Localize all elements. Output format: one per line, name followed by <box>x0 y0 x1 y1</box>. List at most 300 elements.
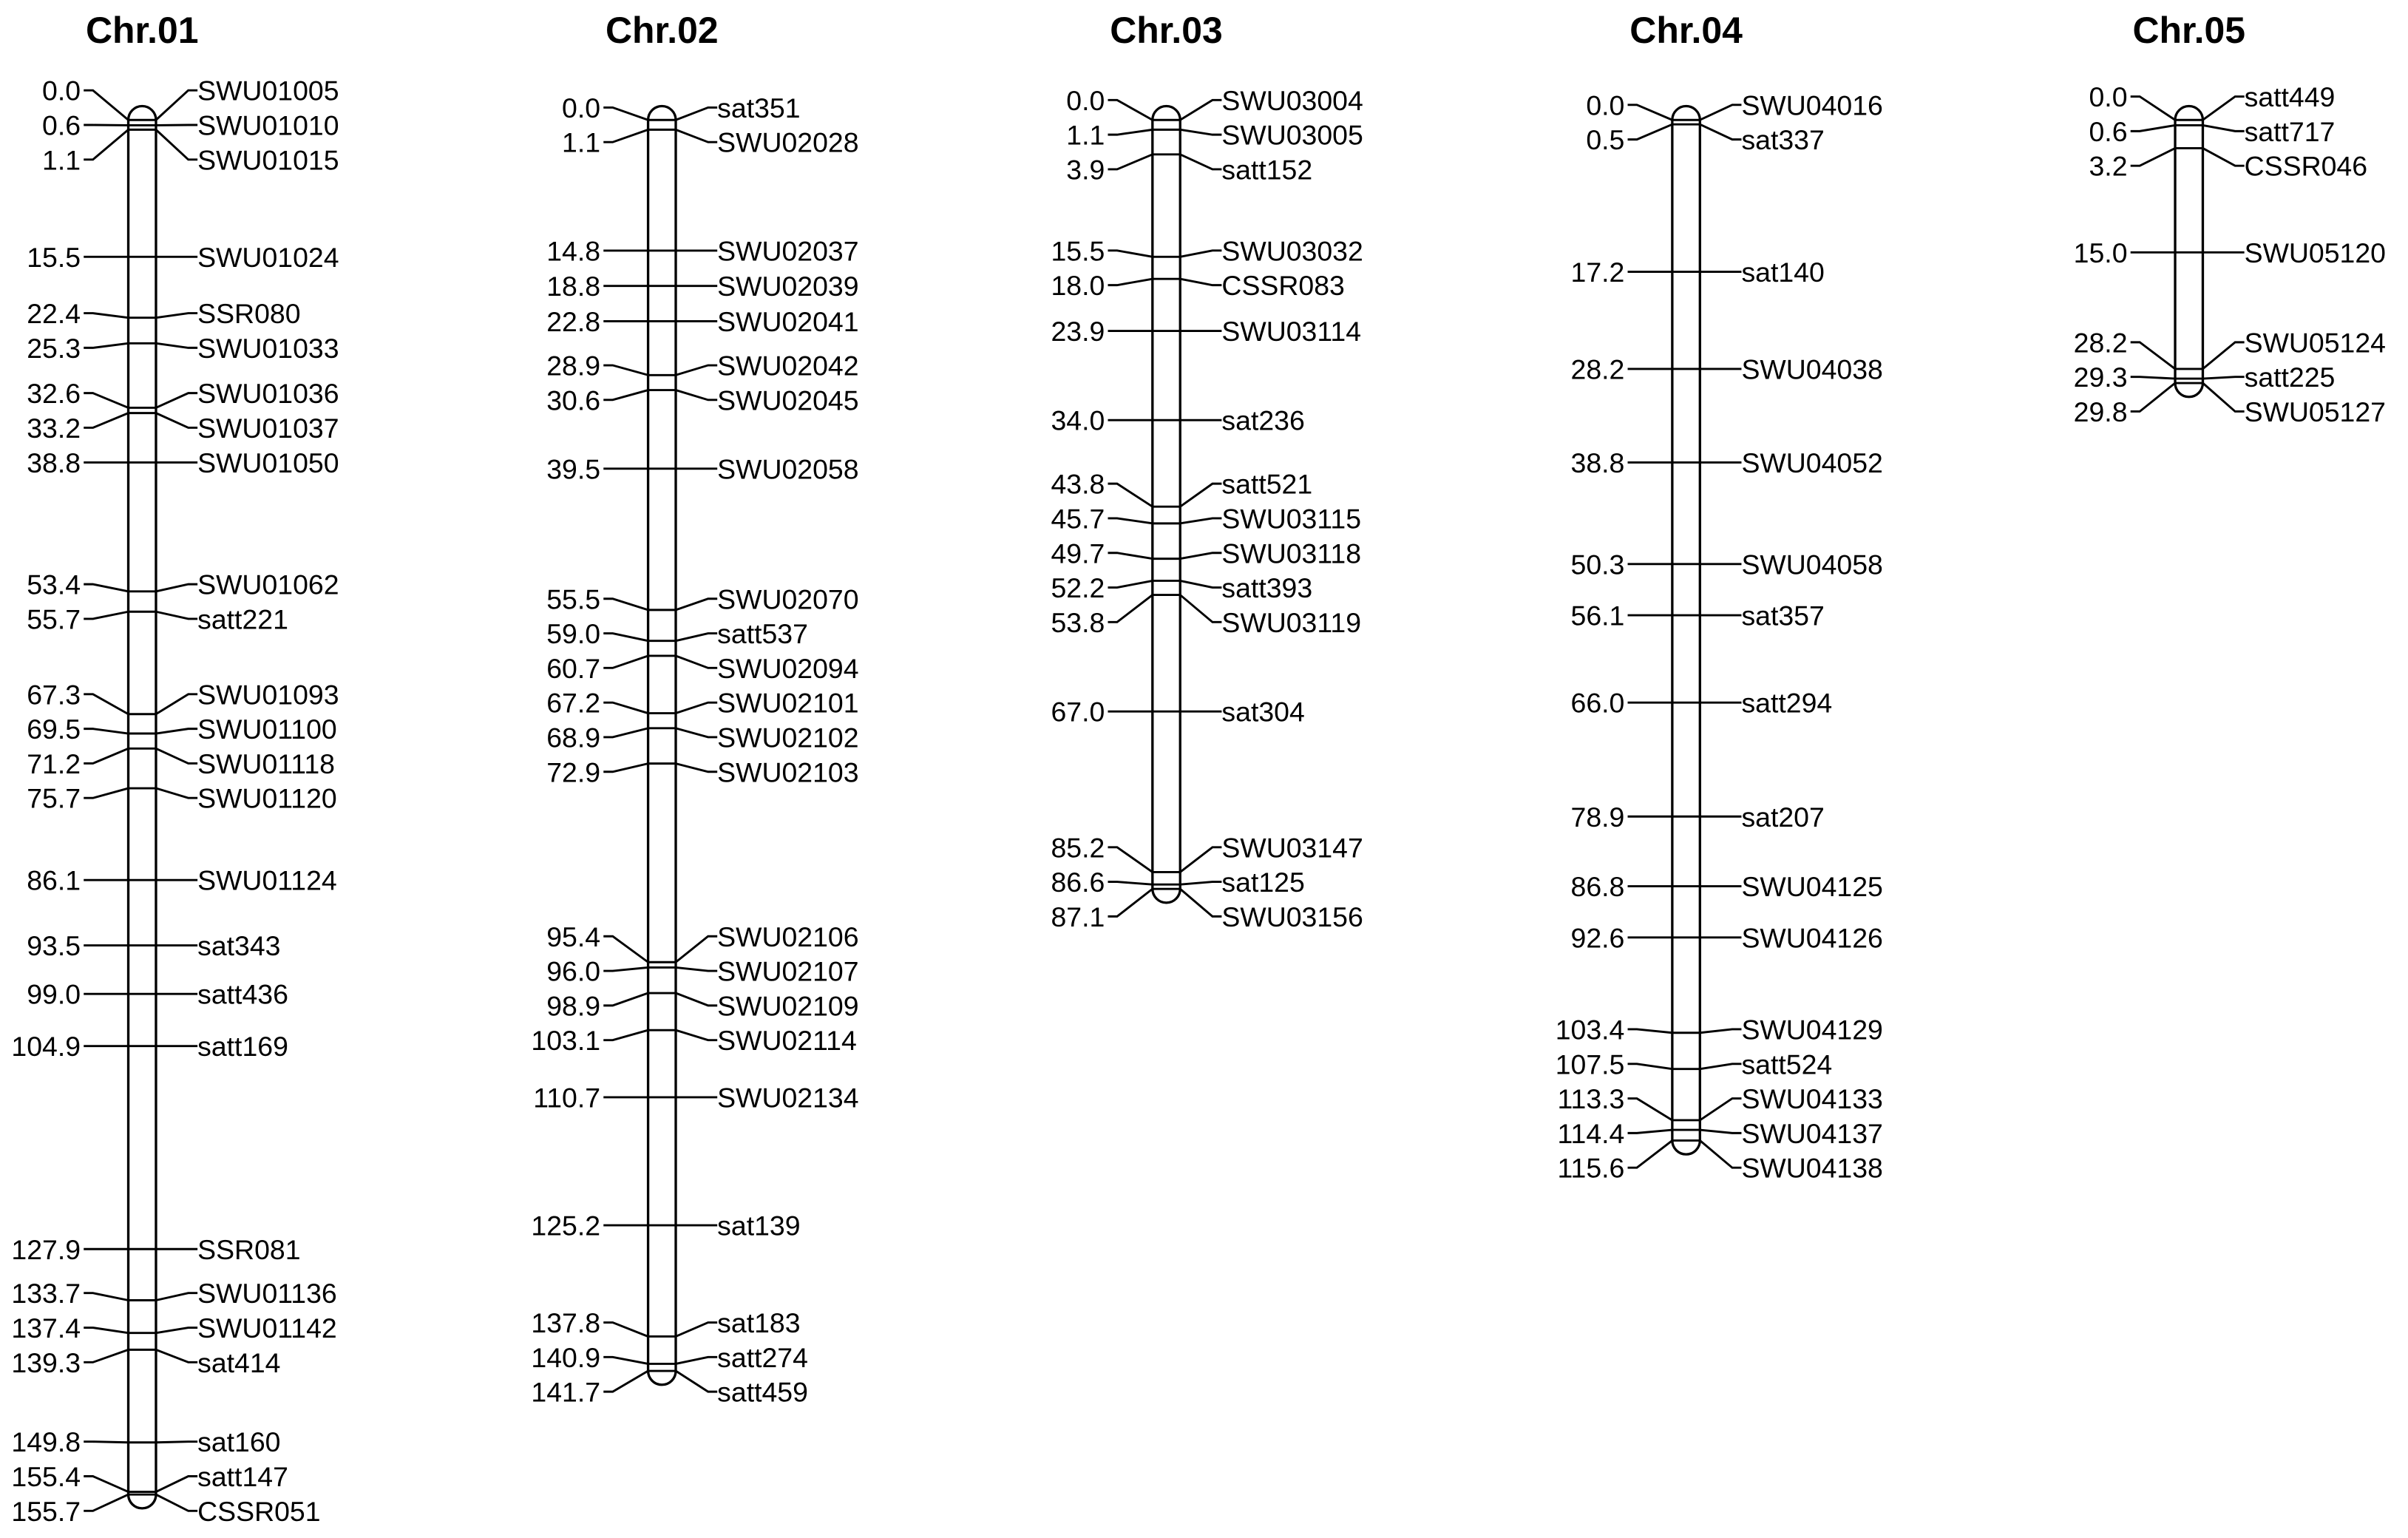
position-connector <box>1108 595 1153 623</box>
marker-position: 68.9 <box>546 722 601 753</box>
marker-connector <box>1180 484 1221 507</box>
marker-position: 78.9 <box>1570 801 1625 833</box>
position-connector <box>2131 125 2175 131</box>
marker-position: 50.3 <box>1570 549 1625 580</box>
marker-position: 86.1 <box>27 864 81 896</box>
marker-name: SWU01100 <box>197 714 337 745</box>
position-connector <box>84 1494 128 1511</box>
marker-connector <box>676 1371 717 1392</box>
marker <box>1051 538 1361 569</box>
marker <box>11 1312 336 1344</box>
marker <box>1051 235 1363 266</box>
position-connector <box>1108 251 1153 257</box>
marker-name: satt152 <box>1221 154 1313 186</box>
marker <box>546 271 858 302</box>
marker <box>546 583 858 614</box>
position-connector <box>1628 1099 1672 1120</box>
marker-name: sat207 <box>1741 801 1825 833</box>
marker-position: 0.6 <box>42 109 81 141</box>
marker-name: SWU03118 <box>1221 538 1362 569</box>
marker-position: 1.1 <box>42 144 81 176</box>
position-connector <box>1108 847 1153 873</box>
chromosome-4 <box>1556 10 1883 1183</box>
marker-position: 14.8 <box>546 235 601 267</box>
marker-position: 114.4 <box>1557 1117 1625 1149</box>
position-connector <box>84 413 128 428</box>
marker-position: 99.0 <box>27 978 81 1010</box>
marker-position: 137.8 <box>531 1307 601 1339</box>
position-connector <box>2131 377 2175 379</box>
position-connector <box>603 967 648 971</box>
marker-name: SWU01036 <box>197 378 339 410</box>
marker-position: 137.4 <box>11 1312 81 1344</box>
marker <box>1066 154 1312 185</box>
marker-name: SWU01037 <box>197 412 339 444</box>
marker-connector <box>2202 148 2244 166</box>
marker-connector <box>676 390 717 400</box>
marker-position: 53.4 <box>27 569 81 600</box>
marker-connector <box>1180 889 1221 916</box>
marker-connector <box>156 1349 197 1362</box>
marker <box>546 722 858 753</box>
position-connector <box>84 694 128 714</box>
marker-name: SWU05120 <box>2244 237 2386 268</box>
marker-name: SWU01024 <box>197 241 339 273</box>
marker-position: 23.9 <box>1051 316 1105 348</box>
marker <box>27 979 288 1010</box>
marker-position: 15.5 <box>1051 235 1105 267</box>
position-connector <box>1108 155 1153 169</box>
marker <box>2089 116 2336 147</box>
marker <box>546 306 858 337</box>
marker-name: sat351 <box>717 92 801 123</box>
marker-connector <box>1180 100 1221 120</box>
chromosome-bar <box>1672 106 1700 1155</box>
position-connector <box>1628 105 1672 120</box>
position-connector <box>603 993 648 1006</box>
marker-name: satt274 <box>717 1341 808 1373</box>
position-connector <box>2131 97 2175 121</box>
marker-name: satt537 <box>717 618 808 650</box>
position-connector <box>1628 124 1672 139</box>
marker-name: SWU01120 <box>197 782 337 814</box>
marker-connector <box>1180 129 1221 135</box>
marker-name: sat337 <box>1741 124 1825 156</box>
marker <box>1571 447 1883 478</box>
marker <box>546 756 858 787</box>
position-connector <box>84 343 128 348</box>
marker <box>562 127 858 158</box>
marker-position: 93.5 <box>27 930 81 962</box>
chromosome-3 <box>1051 10 1363 932</box>
marker-name: SWU02114 <box>717 1025 857 1057</box>
marker-name: SWU03032 <box>1221 235 1363 267</box>
marker-connector <box>156 90 197 120</box>
marker-position: 110.7 <box>533 1082 601 1114</box>
marker-connector <box>156 748 197 763</box>
marker-name: SWU02041 <box>717 305 859 337</box>
marker-connector <box>676 702 717 713</box>
marker-position: 139.3 <box>11 1346 81 1378</box>
marker-connector <box>156 393 197 408</box>
chromosome-title: Chr.02 <box>606 10 719 52</box>
marker-position: 0.0 <box>562 92 601 123</box>
marker-connector <box>156 788 197 798</box>
marker-position: 34.0 <box>1051 404 1105 436</box>
marker <box>546 990 858 1021</box>
marker-position: 38.8 <box>27 447 81 479</box>
position-connector <box>84 1442 128 1443</box>
position-connector <box>1628 1029 1672 1033</box>
marker-name: SWU02107 <box>717 955 859 987</box>
marker-name: SWU04052 <box>1741 447 1883 479</box>
marker <box>546 350 858 382</box>
position-connector <box>84 584 128 592</box>
marker-name: SWU03115 <box>1221 503 1362 535</box>
marker-connector <box>156 612 197 619</box>
marker-name: SWU02058 <box>717 453 859 485</box>
marker-name: SWU05127 <box>2244 396 2386 427</box>
marker-name: satt521 <box>1221 468 1313 500</box>
position-connector <box>2131 148 2175 166</box>
position-connector <box>2131 342 2175 369</box>
marker-name: sat125 <box>1221 867 1305 898</box>
marker <box>27 865 337 896</box>
marker <box>546 235 858 266</box>
marker-name: SWU04126 <box>1741 922 1883 954</box>
marker-connector <box>676 129 717 142</box>
marker-connector <box>156 343 197 348</box>
marker <box>27 603 288 634</box>
marker <box>27 378 339 409</box>
chromosome-2 <box>531 10 858 1407</box>
marker-position: 1.1 <box>1066 119 1105 151</box>
marker-name: SWU03004 <box>1221 84 1363 116</box>
marker-connector <box>1180 279 1221 285</box>
marker-name: satt294 <box>1741 687 1833 719</box>
marker-name: SWU04016 <box>1741 89 1883 121</box>
marker <box>1051 316 1361 347</box>
marker-connector <box>1180 595 1221 623</box>
position-connector <box>84 1349 128 1362</box>
marker-position: 85.2 <box>1051 832 1105 864</box>
marker-connector <box>1180 847 1221 873</box>
marker <box>546 453 858 484</box>
marker-name: sat139 <box>717 1210 801 1241</box>
position-connector <box>84 90 128 120</box>
marker-name: SWU02039 <box>717 271 859 302</box>
marker-position: 22.8 <box>546 305 601 337</box>
marker-name: SWU03156 <box>1221 901 1363 932</box>
marker-position: 15.0 <box>2073 237 2128 268</box>
marker-name: SWU02101 <box>717 687 859 719</box>
marker <box>1556 1014 1883 1046</box>
marker <box>2089 81 2336 120</box>
marker-name: SWU04133 <box>1741 1083 1883 1115</box>
marker-position: 113.3 <box>1557 1083 1625 1115</box>
marker <box>2089 148 2368 181</box>
marker <box>11 1278 336 1309</box>
marker <box>27 714 337 745</box>
marker-connector <box>156 314 197 318</box>
marker-name: SWU01136 <box>197 1278 337 1310</box>
marker-connector <box>156 694 197 714</box>
marker-name: SWU04138 <box>1741 1152 1883 1184</box>
marker <box>546 688 858 719</box>
marker-connector <box>1700 105 1741 120</box>
position-connector <box>603 129 648 142</box>
marker-connector <box>676 1323 717 1337</box>
marker-position: 0.0 <box>42 75 81 106</box>
marker-position: 95.4 <box>546 921 601 952</box>
marker-position: 98.9 <box>546 990 601 1022</box>
marker-position: 1.1 <box>562 126 601 158</box>
marker-name: satt449 <box>2244 81 2336 113</box>
marker <box>1571 688 1833 719</box>
marker-name: satt393 <box>1221 572 1313 604</box>
marker-name: SWU01118 <box>197 748 335 779</box>
marker-connector <box>2202 377 2244 379</box>
marker-name: satt169 <box>197 1031 288 1063</box>
chromosome-title: Chr.01 <box>85 10 199 52</box>
chromosome-bar <box>648 106 676 1385</box>
position-connector <box>84 1328 128 1333</box>
position-connector <box>84 788 128 798</box>
marker-name: sat160 <box>197 1426 281 1458</box>
marker-connector <box>1700 124 1741 139</box>
marker-position: 71.2 <box>27 748 81 779</box>
marker-name: sat183 <box>717 1307 801 1339</box>
marker-connector <box>2202 97 2244 121</box>
marker-connector <box>676 1357 717 1363</box>
marker-name: SWU02037 <box>717 235 859 267</box>
chromosome-title: Chr.05 <box>2132 10 2246 52</box>
marker-position: 22.4 <box>27 298 81 330</box>
marker-name: SSR081 <box>197 1233 301 1265</box>
marker-connector <box>2202 125 2244 131</box>
marker <box>11 1494 320 1527</box>
marker-name: SWU02045 <box>717 384 859 416</box>
marker-name: SWU02042 <box>717 350 859 382</box>
marker-connector <box>676 764 717 772</box>
marker-name: SWU01093 <box>197 679 339 711</box>
marker <box>562 92 800 123</box>
marker-position: 125.2 <box>531 1210 601 1241</box>
marker <box>27 298 300 329</box>
marker <box>1571 871 1883 902</box>
marker-name: SWU02134 <box>717 1082 859 1114</box>
marker-connector <box>156 1442 197 1443</box>
position-connector <box>1108 518 1153 524</box>
marker-position: 56.1 <box>1570 600 1625 631</box>
position-connector <box>84 612 128 619</box>
chromosome-5 <box>2074 10 2386 427</box>
marker-name: SWU02094 <box>717 652 859 684</box>
marker-position: 17.2 <box>1570 257 1625 288</box>
marker-position: 86.6 <box>1051 867 1105 898</box>
marker-position: 87.1 <box>1051 901 1105 932</box>
marker-position: 67.0 <box>1051 696 1105 728</box>
marker-connector <box>1180 553 1221 559</box>
position-connector <box>603 599 648 610</box>
marker-name: sat414 <box>197 1346 281 1378</box>
marker-name: SWU04125 <box>1741 871 1883 903</box>
marker-name: CSSR051 <box>197 1495 321 1527</box>
marker-position: 66.0 <box>1570 687 1625 719</box>
position-connector <box>1108 553 1153 559</box>
marker-connector <box>676 107 717 120</box>
marker-position: 67.3 <box>27 679 81 711</box>
position-connector <box>1628 1130 1672 1133</box>
marker-position: 25.3 <box>27 332 81 364</box>
marker-connector <box>1180 580 1221 587</box>
position-connector <box>1628 1064 1672 1069</box>
marker <box>546 384 858 416</box>
marker-name: sat343 <box>197 930 281 962</box>
position-connector <box>1628 1140 1672 1168</box>
marker-position: 55.5 <box>546 583 601 615</box>
marker <box>27 447 339 478</box>
marker-position: 69.5 <box>27 714 81 745</box>
position-connector <box>603 936 648 962</box>
marker <box>531 1025 856 1056</box>
marker-position: 52.2 <box>1051 572 1105 604</box>
position-connector <box>84 748 128 763</box>
position-connector <box>603 1357 648 1363</box>
marker-name: SWU03114 <box>1221 316 1362 348</box>
position-connector <box>1108 580 1153 587</box>
marker-name: sat357 <box>1741 600 1825 631</box>
marker-name: SWU02106 <box>717 921 859 952</box>
marker-name: satt459 <box>717 1376 808 1408</box>
position-connector <box>1108 129 1153 135</box>
marker-position: 115.6 <box>1557 1152 1625 1184</box>
marker-position: 155.4 <box>11 1461 81 1493</box>
position-connector <box>1108 100 1153 120</box>
marker <box>1571 353 1883 384</box>
marker <box>1571 549 1883 580</box>
marker-name: SWU03005 <box>1221 119 1363 151</box>
marker-connector <box>676 993 717 1006</box>
marker-position: 18.8 <box>546 271 601 302</box>
marker-connector <box>1700 1029 1741 1033</box>
marker-position: 3.9 <box>1066 154 1105 186</box>
marker-connector <box>1700 1099 1741 1120</box>
position-connector <box>84 314 128 318</box>
marker-name: SWU04058 <box>1741 549 1883 580</box>
marker-position: 103.4 <box>1555 1014 1625 1046</box>
marker <box>1586 124 1824 155</box>
marker-name: SWU01142 <box>197 1312 337 1344</box>
marker-position: 0.5 <box>1586 124 1625 156</box>
position-connector <box>603 656 648 668</box>
marker-connector <box>156 413 197 428</box>
marker-position: 32.6 <box>27 378 81 410</box>
marker-position: 67.2 <box>546 687 601 719</box>
marker <box>27 333 339 364</box>
marker-position: 18.0 <box>1051 270 1105 302</box>
marker-connector <box>676 656 717 668</box>
marker-position: 103.1 <box>531 1025 601 1057</box>
marker-name: SWU01124 <box>197 864 337 896</box>
position-connector <box>84 729 128 734</box>
marker-position: 55.7 <box>27 603 81 635</box>
marker-name: SWU04129 <box>1741 1014 1883 1046</box>
position-connector <box>1108 279 1153 285</box>
position-connector <box>84 393 128 408</box>
marker-connector <box>676 728 717 737</box>
marker <box>27 242 339 273</box>
position-connector <box>603 728 648 737</box>
marker-position: 140.9 <box>531 1341 601 1373</box>
marker-name: satt436 <box>197 978 288 1010</box>
marker-name: SWU01010 <box>197 109 339 141</box>
marker-connector <box>1180 882 1221 885</box>
marker-position: 133.7 <box>11 1278 81 1310</box>
position-connector <box>1108 882 1153 885</box>
marker <box>1051 270 1344 301</box>
marker-position: 86.8 <box>1570 871 1625 903</box>
position-connector <box>1108 484 1153 507</box>
marker-connector <box>156 584 197 592</box>
position-connector <box>84 129 128 159</box>
marker-name: SWU02109 <box>717 990 859 1022</box>
position-connector <box>603 764 648 772</box>
marker-position: 0.6 <box>2089 115 2128 147</box>
marker-position: 104.9 <box>11 1031 81 1063</box>
marker-connector <box>156 1476 197 1491</box>
marker <box>1586 89 1882 121</box>
marker <box>1051 469 1312 507</box>
position-connector <box>603 634 648 641</box>
marker-connector <box>2202 383 2244 411</box>
position-connector <box>1108 889 1153 916</box>
marker-position: 75.7 <box>27 782 81 814</box>
marker-position: 30.6 <box>546 384 601 416</box>
marker-position: 0.0 <box>1586 89 1625 121</box>
marker <box>27 679 339 714</box>
marker-connector <box>156 729 197 734</box>
marker-position: 92.6 <box>1570 922 1625 954</box>
marker-name: SWU01033 <box>197 332 339 364</box>
marker-name: SWU04038 <box>1741 353 1883 385</box>
marker-name: satt225 <box>2244 362 2336 393</box>
marker-connector <box>156 1293 197 1301</box>
marker <box>1066 120 1363 151</box>
marker-position: 96.0 <box>546 955 601 987</box>
marker-connector <box>156 1494 197 1511</box>
marker-connector <box>1180 251 1221 257</box>
marker <box>533 1082 858 1113</box>
marker-position: 29.3 <box>2073 362 2128 393</box>
marker-position: 0.0 <box>1066 84 1105 116</box>
marker-connector <box>2202 342 2244 369</box>
marker-connector <box>1180 518 1221 524</box>
marker-connector <box>1700 1130 1741 1133</box>
position-connector <box>603 365 648 375</box>
chromosome-title: Chr.04 <box>1629 10 1743 52</box>
marker-name: satt221 <box>197 603 288 635</box>
marker-position: 15.5 <box>27 241 81 273</box>
marker-connector <box>676 365 717 375</box>
marker-position: 28.2 <box>1570 353 1625 385</box>
marker-connector <box>676 967 717 971</box>
marker <box>1558 1118 1883 1149</box>
marker <box>2074 237 2386 268</box>
marker-position: 72.9 <box>546 756 601 788</box>
marker-position: 107.5 <box>1555 1049 1625 1080</box>
marker <box>1051 572 1312 603</box>
